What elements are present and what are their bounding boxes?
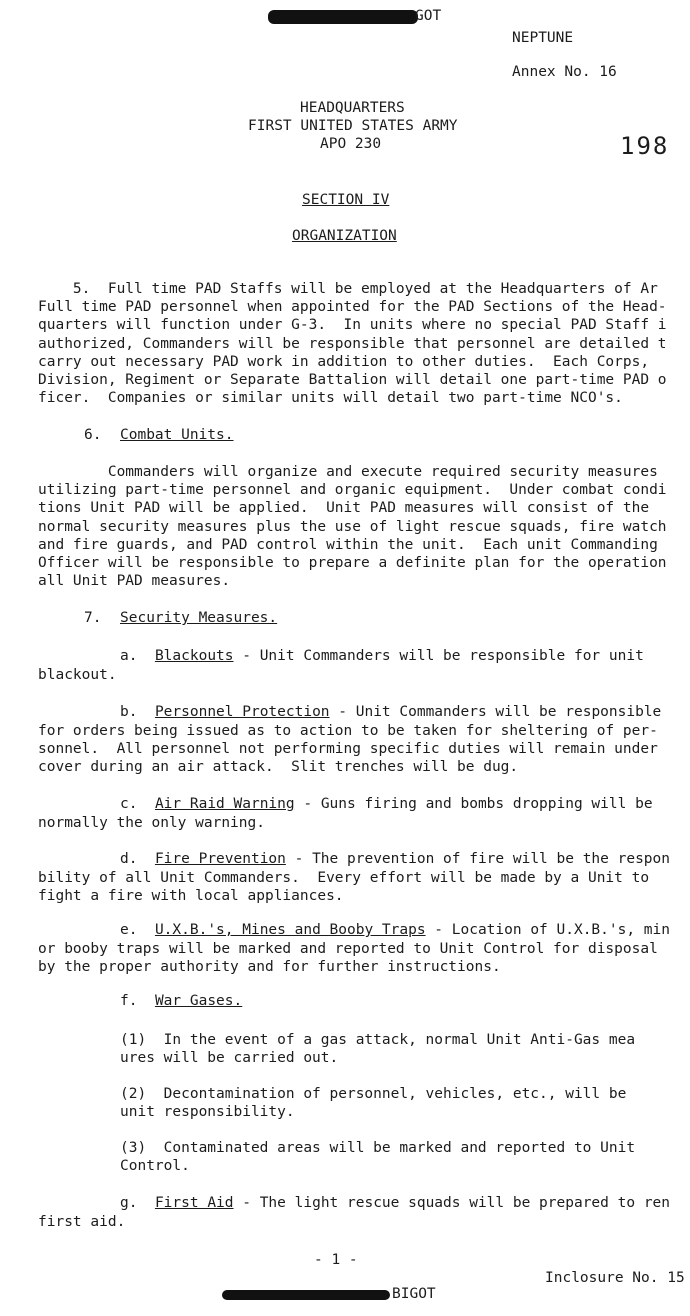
item-a-line [120,648,644,665]
item-g-label: g. [120,1195,138,1211]
hq-line-1: HEADQUARTERS [300,100,405,116]
item-c-label: c. [120,796,138,812]
classification-bottom: BIGOT [392,1286,436,1302]
item-g-line [120,1195,670,1212]
hq-line-3: APO 230 [320,136,382,152]
item-a-text: - Unit Commanders will be responsible for unit [233,648,644,664]
section-title: ORGANIZATION [292,228,397,244]
codename: NEPTUNE [512,30,574,46]
item-e-label: e. [120,922,138,938]
item-c-text: - Guns firing and bombs dropping will be [294,796,653,812]
page-number: - 1 - [314,1252,358,1268]
item-c-line [120,796,653,813]
paragraph-7-number: 7. [84,610,102,626]
redaction-bar-top [268,10,418,24]
page-stamp-number: 198 [620,132,670,160]
annex-number: Annex No. 16 [512,64,617,80]
paragraph-6-body: Commanders will organize and execute required security measures utilizing part-time personnel and organic equipment. Under combat condi tions Unit PAD will be applied. Unit PAD measures will consist of the normal security measures plus the use of light rescue squads, fire watch and fire guards, and PAD control within the unit. Each unit Commanding Officer will be responsible to prepare a definite plan for the operation all Unit PAD measures. [38,464,667,590]
item-e-text: - Location of U.X.B.'s, min [425,922,670,938]
item-f-label: f. [120,993,138,1009]
item-a-continuation: blackout. [38,667,117,683]
paragraph-7-title: Security Measures. [120,610,278,626]
item-g-title: First Aid [154,1195,234,1211]
item-e-line [120,922,670,939]
item-f-line [120,993,242,1010]
item-g-text: - The light rescue squads will be prepared to ren [233,1195,671,1211]
item-f-1: (1) In the event of a gas attack, normal Unit Anti-Gas mea ures will be carried out. [120,1032,636,1067]
item-d-continuation: bility of all Unit Commanders. Every effort will be made by a Unit to fight a fire with local appliances. [38,870,650,905]
item-b-text: - Unit Commanders will be responsible [329,704,662,720]
item-d-line [120,851,670,868]
item-a-label: a. [120,648,138,664]
item-g-continuation: first aid. [38,1214,126,1230]
item-e-continuation: or booby traps will be marked and reported to Unit Control for disposal by the proper authority and for further instructions. [38,941,658,976]
paragraph-6-title: Combat Units. [120,427,234,443]
item-d-label: d. [120,851,138,867]
item-f-3: (3) Contaminated areas will be marked and reported to Unit Control. [120,1140,636,1175]
item-a-title: Blackouts [154,648,234,664]
item-b-label: b. [120,704,138,720]
item-b-line [120,704,661,721]
item-b-continuation: for orders being issued as to action to be taken for sheltering of per- sonnel. All personnel not performing specific duties will remain under cover during an air attack. Slit trenches will be dug. [38,723,658,776]
item-f-title: War Gases. [154,993,243,1009]
item-d-title: Fire Prevention [154,851,286,867]
classification-top: GOT [415,8,442,24]
redaction-bar-bottom [222,1290,390,1300]
section-heading: SECTION IV [302,192,390,208]
paragraph-5: 5. Full time PAD Staffs will be employed at the Headquarters of Ar Full time PAD personnel when appointed for the PAD Sections of the Head- quarters will function under G-3. In units where no special PAD Staff i authorized, Commanders will be responsible that personnel are detailed t carry out necessary PAD work in addition to other duties. Each Corps, Division, Regiment or Separate Battalion will detail one part-time PAD o ficer. Companies or similar units will detail two part-time NCO's. [38,281,667,407]
item-e-title: U.X.B.'s, Mines and Booby Traps [154,922,426,938]
item-f-2: (2) Decontamination of personnel, vehicles, etc., will be unit responsibility. [120,1086,627,1121]
item-d-text: - The prevention of fire will be the respon [285,851,670,867]
hq-line-2: FIRST UNITED STATES ARMY [248,118,458,134]
item-b-title: Personnel Protection [154,704,330,720]
enclosure-number: Inclosure No. 15 [545,1270,685,1286]
item-c-continuation: normally the only warning. [38,815,265,831]
paragraph-6-number: 6. [84,427,102,443]
item-c-title: Air Raid Warning [154,796,295,812]
